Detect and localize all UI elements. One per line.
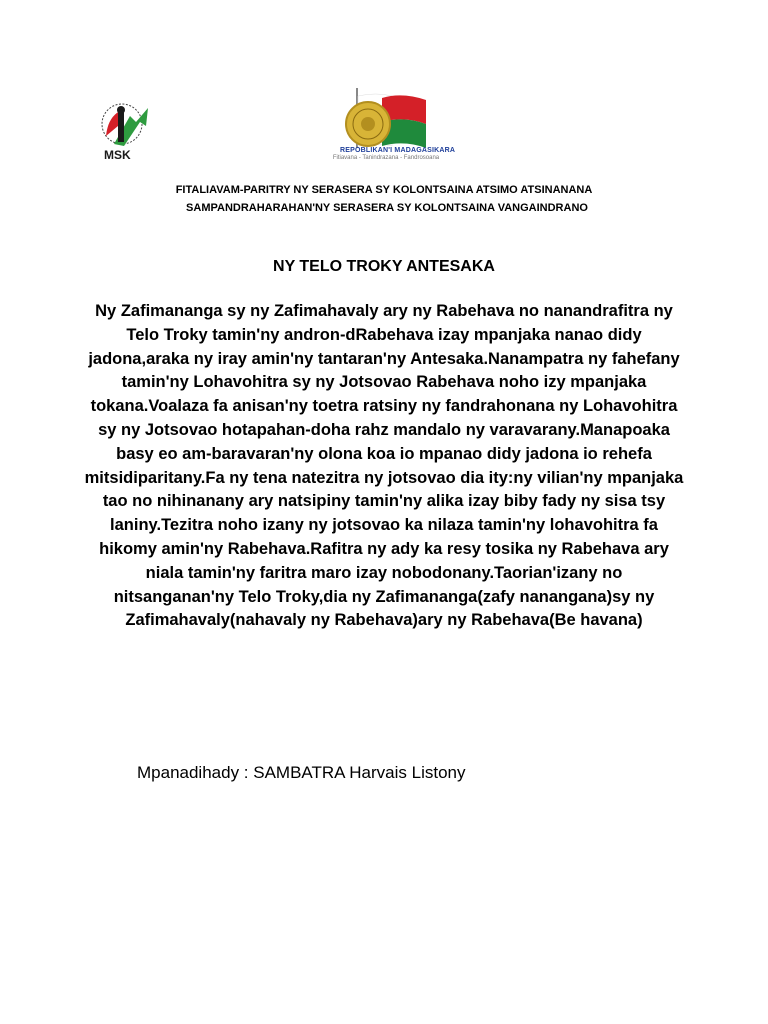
header-line-2: SAMPANDRAHARAHAN'NY SERASERA SY KOLONTSAINA VANGAINDRANO xyxy=(186,202,588,214)
header-line-1: FITALIAVAM-PARITRY NY SERASERA SY KOLONTSAINA ATSIMO ATSINANANA xyxy=(175,184,593,196)
document-body: Ny Zafimananga sy ny Zafimahavaly ary ny Rabehava no nanandrafitra ny Telo Troky tamin'ny andron-dRabehava izay mpanjaka nanao didy jadona,araka ny iray amin'ny tantaran'ny Antesaka.Nanampatra ny fahefany tamin'ny Lohavohitra sy ny Jotsovao Rabehava noho izy mpanjaka tokana.Voalaza fa anisan'ny toetra ratsiny ny fandrahonana ny Lohavohitra sy ny Jotsovao hotapahan-doha rahz mandalo ny varavarany.Manapoaka basy eo am-baravaran'ny olona koa io mpanao didy jadona io rehefa mitsidiparitany.Fa ny tena natezitra ny jotsovao dia ity:ny vilian'ny mpanjaka tao no nihinanany ary natsipiny tamin'ny alika izay biby fady ny sisa tsy laniny.Tezitra noho izany ny jotsovao ka nilaza tamin'ny lohavohitra fa hikomy amin'ny Rabehava.Rafitra ny ady ka resy tosika ny Rabehava ary niala tamin'ny faritra maro izay nobodonany.Taorian'izany no nitsanganan'ny Telo Troky,dia ny Zafimananga(zafy nanangana)sy ny Zafimahavaly(nahavaly ny Rabehava)ary ny Rabehava(Be havana) xyxy=(84,302,684,630)
msk-logo-text: MSK xyxy=(104,148,131,162)
document-header xyxy=(0,181,768,217)
document-title: NY TELO TROKY ANTESAKA xyxy=(273,258,495,275)
document-author: Mpanadihady : SAMBATRA Harvais Listony xyxy=(137,763,466,782)
republic-name: REPOBLIKAN'I MADAGASIKARA xyxy=(340,147,456,154)
republic-motto: Fitiavana - Tanindrazana - Fandrosoana xyxy=(332,155,440,161)
